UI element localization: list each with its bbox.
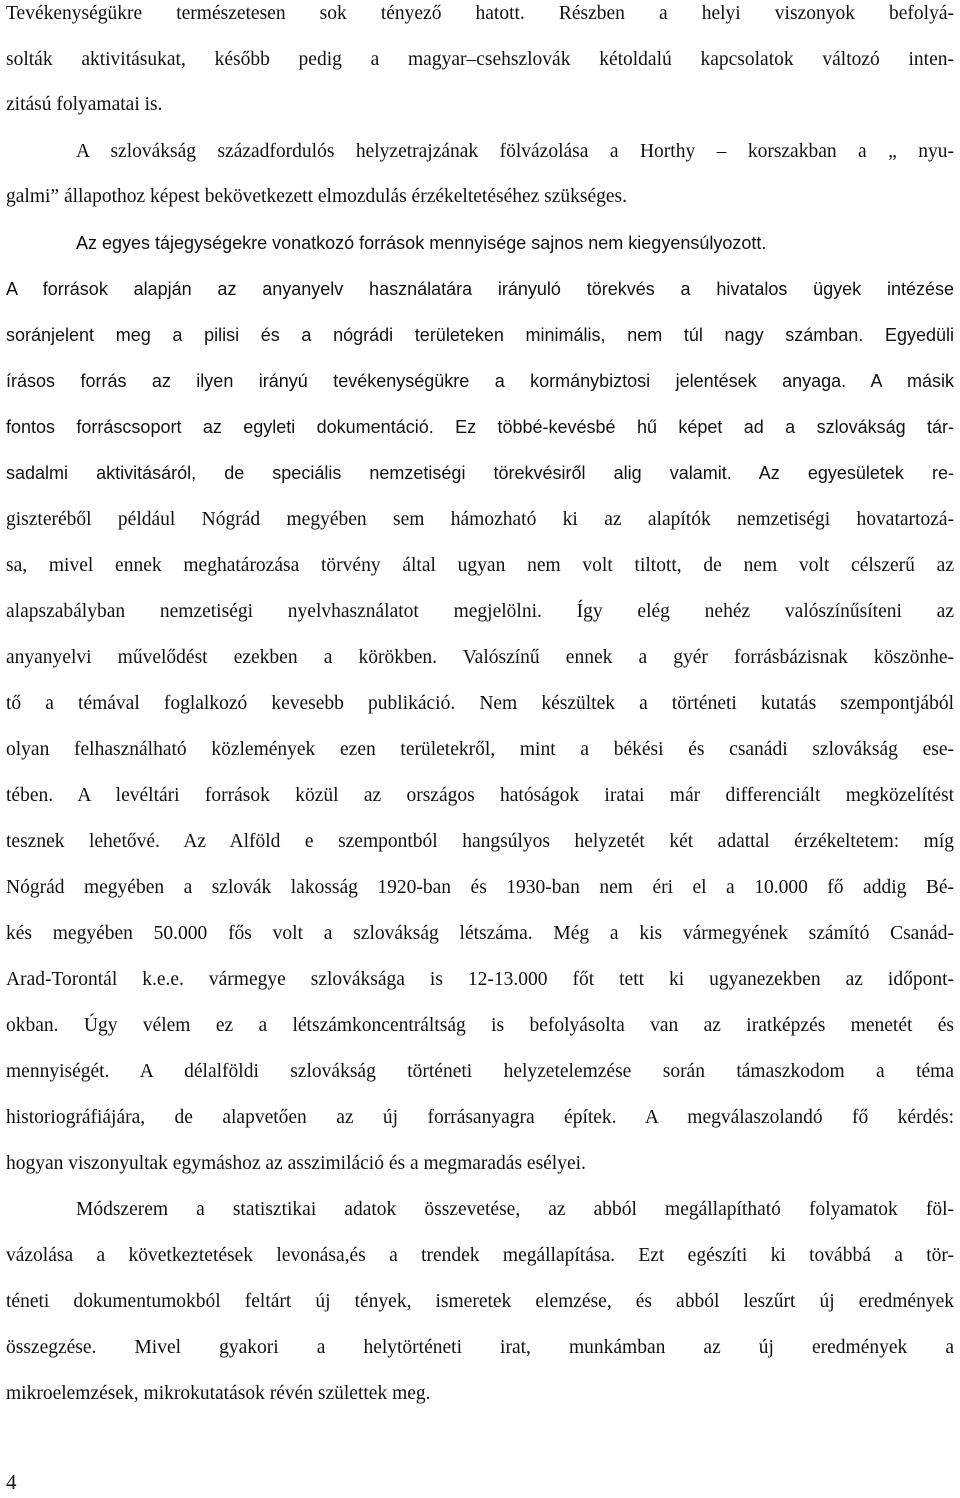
text-line: solták aktivitásukat, később pedig a magyar–csehszlovák kétoldalú kapcsolatok változó inten- bbox=[6, 49, 954, 70]
text-line: Tevékenységükre természetesen sok tényező hatott. Részben a helyi viszonyok befolyá- bbox=[6, 3, 954, 24]
text-line: hogyan viszonyultak egymáshoz az asszimiláció és a megmaradás esélyei. bbox=[6, 1153, 586, 1174]
text-line: soránjelent meg a pilisi és a nógrádi területeken minimális, nem túl nagy számban. Egyedüli bbox=[6, 325, 954, 345]
text-line: A szlovákság századfordulós helyzetrajzának fölvázolása a Horthy – korszakban a „ nyu- bbox=[76, 141, 954, 162]
text-line: historiográfiájára, de alapvetően az új forrásanyagra építek. A megválaszolandó fő kérdés: bbox=[6, 1107, 954, 1128]
text-line: olyan felhasználható közlemények ezen területekről, mint a békési és csanádi szlovákság ese- bbox=[6, 739, 954, 760]
text-line: vázolása a következtetések levonása,és a trendek megállapítása. Ezt egészíti ki továbbá a tör- bbox=[6, 1245, 954, 1266]
text-line: okban. Úgy vélem ez a létszámkoncentráltság is befolyásolta van az iratképzés menetét és bbox=[6, 1015, 954, 1036]
text-line: téneti dokumentumokból feltárt új tények, ismeretek elemzése, és abból leszűrt új eredmények bbox=[6, 1291, 954, 1312]
text-line: giszteréből például Nógrád megyében sem hámozható ki az alapítók nemzetiségi hovatartozá- bbox=[6, 509, 954, 530]
text-line: tő a témával foglalkozó kevesebb publikáció. Nem készültek a történeti kutatás szempontjából bbox=[6, 693, 954, 714]
text-line: tesznek lehetővé. Az Alföld e szempontból hangsúlyos helyzetét két adattal érzékeltetem: míg bbox=[6, 831, 954, 852]
text-line: anyanyelvi művelődést ezekben a körökben. Valószínű ennek a gyér forrásbázisnak köszönhe- bbox=[6, 647, 954, 668]
text-line: alapszabályban nemzetiségi nyelvhasználatot megjelölni. Így elég nehéz valószínűsíteni az bbox=[6, 601, 954, 622]
text-line: Nógrád megyében a szlovák lakosság 1920-ban és 1930-ban nem éri el a 10.000 fő addig Bé- bbox=[6, 877, 954, 898]
text-line: tében. A levéltári források közül az országos hatóságok iratai már differenciált megközelítést bbox=[6, 785, 954, 806]
text-line: összegzése. Mivel gyakori a helytörténeti irat, munkámban az új eredmények a bbox=[6, 1337, 954, 1358]
text-line: sadalmi aktivitásáról, de speciális nemzetiségi törekvésiről alig valamit. Az egyesületek re- bbox=[6, 463, 954, 483]
text-line: zitású folyamatai is. bbox=[6, 94, 163, 115]
text-line: sa, mivel ennek meghatározása törvény által ugyan nem volt tiltott, de nem volt célszerű az bbox=[6, 555, 954, 576]
text-line: A források alapján az anyanyelv használatára irányuló törekvés a hivatalos ügyek intézése bbox=[6, 279, 954, 299]
page-number: 4 bbox=[6, 1470, 17, 1494]
text-line: kés megyében 50.000 fős volt a szlovákság létszáma. Még a kis vármegyének számító Csanád- bbox=[6, 923, 954, 944]
text-line: galmi” állapothoz képest bekövetkezett elmozdulás érzékeltetéséhez szükséges. bbox=[6, 186, 628, 207]
text-line: mikroelemzések, mikrokutatások révén születtek meg. bbox=[6, 1383, 431, 1404]
text-line: Módszerem a statisztikai adatok összevetése, az abból megállapítható folyamatok föl- bbox=[76, 1199, 954, 1220]
text-line: fontos forráscsoport az egyleti dokumentáció. Ez többé-kevésbé hű képet ad a szlovákság tár- bbox=[6, 417, 954, 437]
text-line: Az egyes tájegységekre vonatkozó források mennyisége sajnos nem kiegyensúlyozott. bbox=[76, 233, 767, 253]
text-line: Arad-Torontál k.e.e. vármegye szlováksága is 12-13.000 főt tett ki ugyanezekben az időpont- bbox=[6, 969, 954, 990]
text-line: írásos forrás az ilyen irányú tevékenységükre a kormánybiztosi jelentések anyaga. A másik bbox=[6, 371, 954, 391]
text-line: mennyiségét. A délalföldi szlovákság történeti helyzetelemzése során támaszkodom a téma bbox=[6, 1061, 954, 1082]
